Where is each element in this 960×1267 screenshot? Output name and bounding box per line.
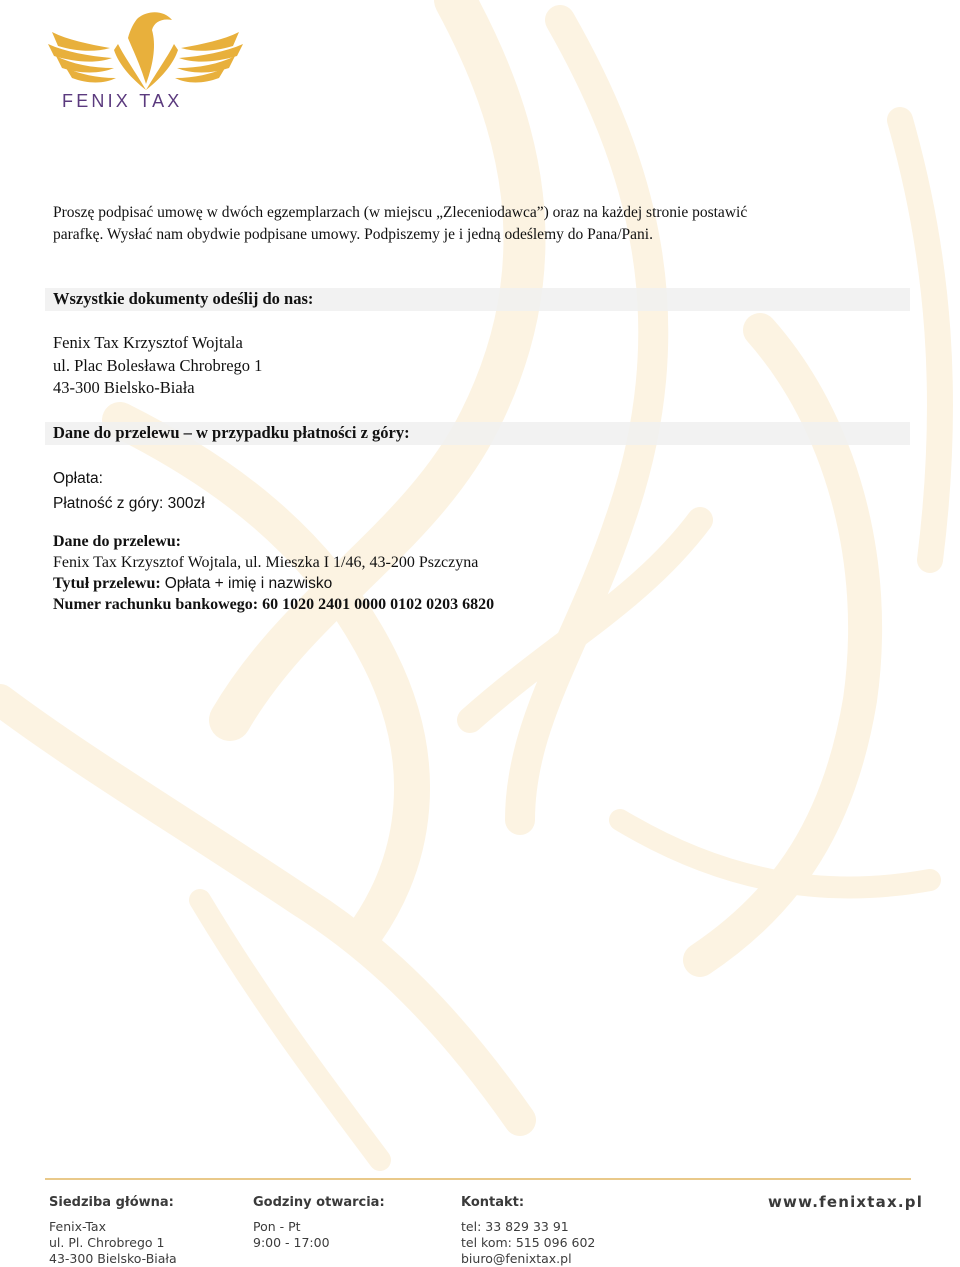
account-label: Numer rachunku bankowego: xyxy=(53,596,259,613)
address-line: 43-300 Bielsko-Biała xyxy=(53,378,195,397)
footer-hours-line: Pon - Pt xyxy=(253,1219,301,1234)
footer-hq-heading: Siedziba główna: xyxy=(49,1195,174,1210)
fee-block xyxy=(53,466,205,516)
footer-divider xyxy=(45,1178,911,1180)
footer-hq-line: 43-300 Bielsko-Biała xyxy=(49,1251,177,1266)
logo-wordmark xyxy=(62,91,232,112)
footer-contact xyxy=(461,1195,595,1267)
transfer-title-label: Tytuł przelewu: xyxy=(53,575,161,592)
transfer-details xyxy=(53,531,494,615)
footer-hq xyxy=(49,1195,177,1267)
intro-line-2: parafkę. Wysłać nam obydwie podpisane umowy. Podpiszemy je i jedną odeślemy do Pana/Pani. xyxy=(53,226,653,243)
footer-mobile: tel kom: 515 096 602 xyxy=(461,1235,596,1250)
footer-phone: tel: 33 829 33 91 xyxy=(461,1219,569,1234)
footer-hours-line: 9:00 - 17:00 xyxy=(253,1235,330,1250)
transfer-title-row xyxy=(53,573,494,594)
logo-tax: TAX xyxy=(139,91,183,111)
mailing-address xyxy=(53,332,262,400)
send-documents-bar xyxy=(45,288,910,311)
send-documents-heading: Wszystkie dokumenty odeślij do nas: xyxy=(53,289,314,308)
payment-bar xyxy=(45,422,910,445)
fee-label: Opłata: xyxy=(53,470,103,487)
address-line: Fenix Tax Krzysztof Wojtala xyxy=(53,333,243,352)
transfer-recipient: Fenix Tax Krzysztof Wojtala, ul. Mieszka I 1/46, 43-200 Pszczyna xyxy=(53,554,479,571)
footer-hq-line: ul. Pl. Chrobrego 1 xyxy=(49,1235,165,1250)
fee-value: Płatność z góry: 300zł xyxy=(53,495,205,512)
intro-line-1: Proszę podpisać umowę w dwóch egzemplarzach (w miejscu „Zleceniodawca”) oraz na każdej stronie postawić xyxy=(53,204,748,221)
account-row xyxy=(53,594,494,615)
logo-fenix: FENIX xyxy=(62,91,132,111)
account-number: 60 1020 2401 0000 0102 0203 6820 xyxy=(262,596,495,613)
transfer-heading: Dane do przelewu: xyxy=(53,533,181,550)
footer-hours xyxy=(253,1195,385,1251)
footer-hours-heading: Godziny otwarcia: xyxy=(253,1195,385,1210)
footer-email[interactable]: biuro@fenixtax.pl xyxy=(461,1251,572,1266)
footer-contact-heading: Kontakt: xyxy=(461,1195,525,1210)
footer-website-link[interactable]: www.fenixtax.pl xyxy=(768,1193,924,1211)
intro-paragraph xyxy=(53,202,883,246)
transfer-title-value: Opłata + imię i nazwisko xyxy=(164,575,333,592)
payment-heading: Dane do przelewu – w przypadku płatności z góry: xyxy=(53,423,410,442)
address-line: ul. Plac Bolesława Chrobrego 1 xyxy=(53,355,263,375)
footer-hq-line: Fenix-Tax xyxy=(49,1219,106,1234)
